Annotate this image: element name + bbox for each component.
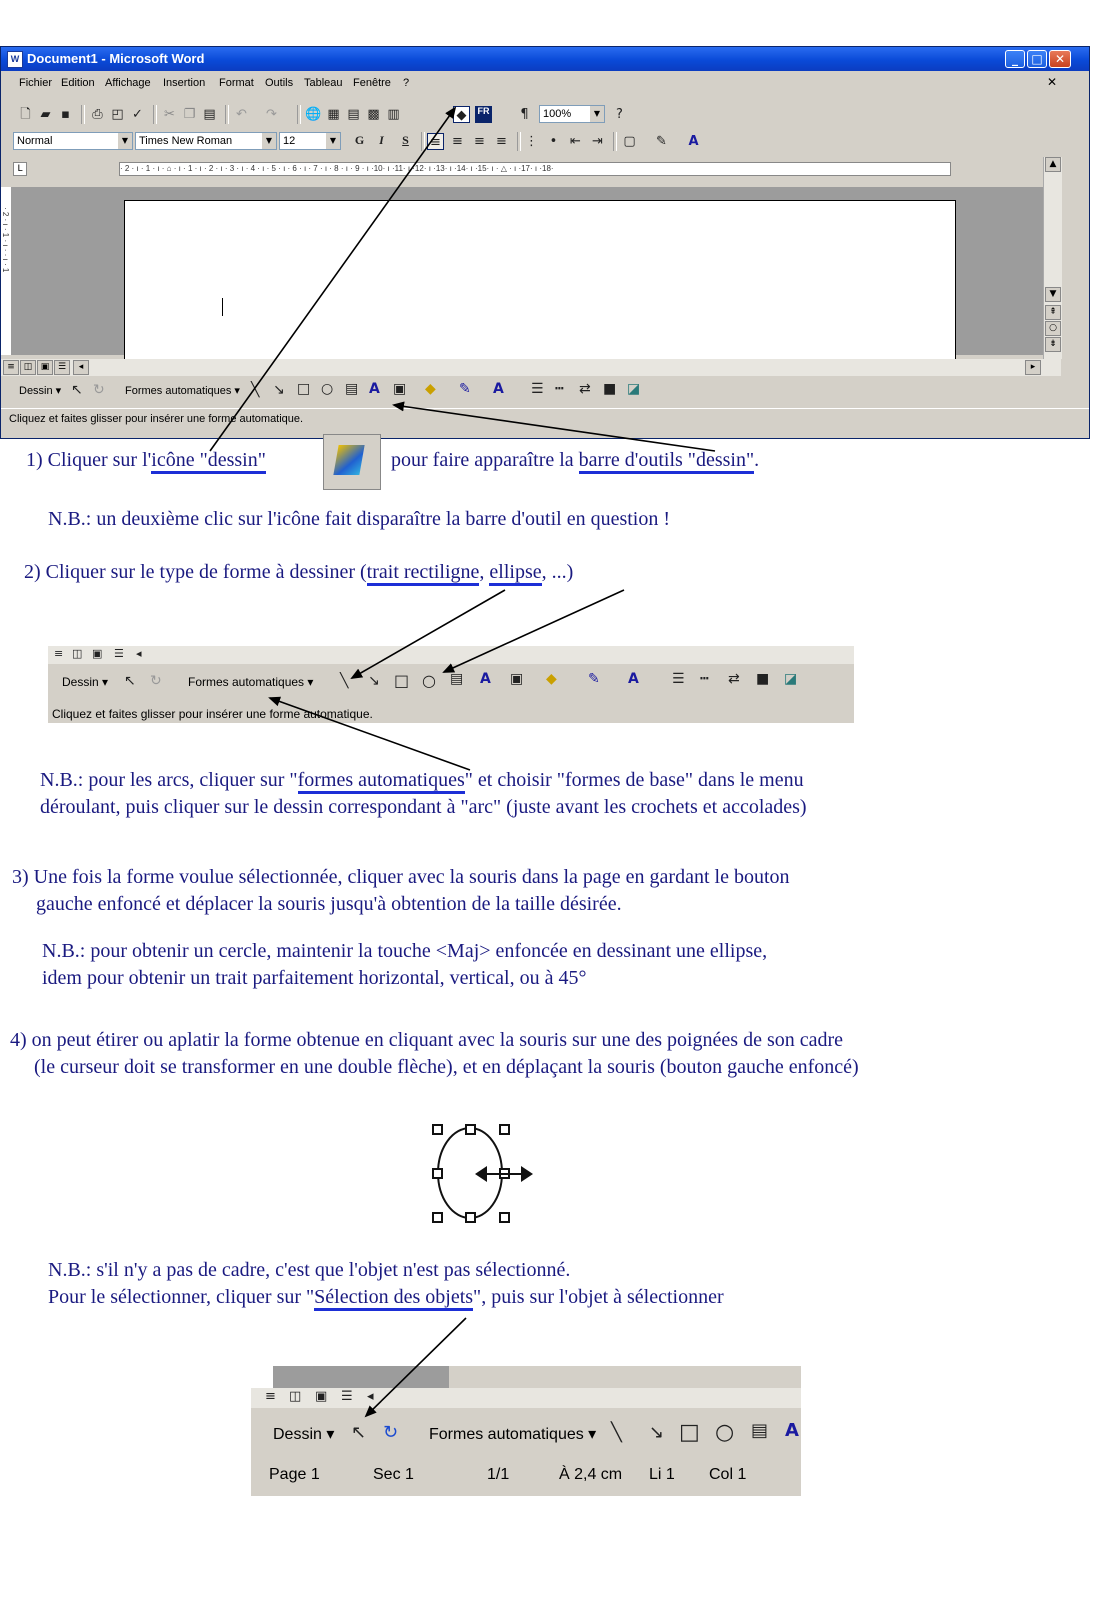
window-title: Document1 - Microsoft Word	[27, 51, 205, 66]
clipart-icon[interactable]: ▣	[510, 671, 524, 687]
numbering-icon[interactable]: ⋮	[525, 134, 538, 149]
nb3-text-b: idem pour obtenir un trait parfaitement horizontal, vertical, ou à 45°	[42, 967, 587, 989]
step3-text-b: gauche enfoncé et déplacer la souris jusqu'à obtention de la taille désirée.	[36, 893, 622, 915]
step2-text-a: 2) Cliquer sur le type de forme à dessiner (	[24, 561, 367, 583]
drawing-tools-row	[251, 1418, 801, 1450]
nb4-line-b	[48, 1286, 724, 1309]
standard-toolbar	[1, 102, 1061, 127]
nb4-text-a: N.B.: s'il n'y a pas de cadre, c'est que l'objet n'est pas sélectionné.	[48, 1259, 571, 1281]
spelling-icon[interactable]: ✓	[132, 107, 143, 122]
text-cursor	[222, 298, 223, 316]
font-value: Times New Roman	[139, 135, 233, 147]
autoshapes-menu[interactable]: Formes automatiques ▾	[188, 675, 314, 689]
decrease-indent-icon[interactable]: ⇤	[570, 134, 581, 149]
step4-text-b: (le curseur doit se transformer en une double flèche), et en déplaçant la souris (bouton gauche enfoncé)	[34, 1056, 859, 1078]
shadow-icon[interactable]: ■	[756, 671, 770, 687]
textbox-tool-icon[interactable]: ▤	[345, 381, 359, 397]
arrow-tool-icon[interactable]: ↘	[649, 1422, 665, 1443]
status-page: Page 1	[269, 1466, 320, 1483]
menu-tableau[interactable]: Tableau	[304, 77, 343, 89]
paste-icon[interactable]: ▤	[203, 107, 216, 122]
menu-help[interactable]: ?	[403, 77, 410, 89]
menu-insertion[interactable]: Insertion	[163, 77, 206, 89]
dessin-menu[interactable]: Dessin ▾	[273, 1426, 335, 1443]
minimize-button[interactable]: _	[1005, 50, 1025, 68]
undo-icon[interactable]: ↶	[236, 107, 247, 122]
copy-icon[interactable]: ❐	[183, 107, 196, 122]
menu-bar	[1, 73, 1089, 93]
line-tool-icon[interactable]: ╲	[340, 673, 349, 689]
nb1-text: N.B.: un deuxième clic sur l'icône fait disparaître la barre d'outil en question !	[48, 508, 671, 530]
insert-table-icon[interactable]: ▤	[347, 107, 360, 122]
print-preview-icon[interactable]: ◰	[111, 107, 124, 122]
vruler-ticks: · 2 · ı · 1 · ı · · ı · 1	[1, 207, 10, 273]
step1-line	[26, 449, 266, 472]
drawing-toolbar-clip	[48, 646, 854, 723]
text-color-icon[interactable]: A	[628, 671, 639, 687]
scroll-down-icon[interactable]: ▼	[1045, 287, 1061, 302]
ruler-ticks: · 2 · ı · 1 · ı · ⌂ · ı · 1 · ı · 2 · ı · 3 · ı · 4 · ı · 5 · ı · 6 · ı · 7 · ı · 8 · ı · 9 · ı ·10· ı ·11· ı ·12· ı ·13· ı ·14· ı ·15· ı · △ · ı ·17· ı ·18·	[120, 164, 554, 173]
drawing-toolbar	[1, 378, 1061, 404]
view-buttons-row	[48, 646, 854, 664]
web-view-icon[interactable]: ◫	[289, 1389, 302, 1404]
dash-style-icon[interactable]: ┅	[700, 671, 709, 687]
font-color-icon[interactable]: A	[688, 134, 699, 149]
style-value: Normal	[17, 135, 53, 147]
outline-view-icon[interactable]: ☰	[341, 1389, 353, 1404]
nb3-text-a: N.B.: pour obtenir un cercle, maintenir la touche <Maj> enfoncée en dessinant une ellipse,	[42, 940, 768, 962]
step1-line-b	[391, 449, 759, 472]
status-bar	[1, 408, 1089, 429]
document-area	[11, 187, 1043, 355]
rectangle-tool-icon[interactable]: □	[297, 381, 311, 397]
shadow-icon[interactable]: ■	[603, 381, 617, 397]
line-tool-icon[interactable]: ╲	[611, 1422, 622, 1443]
free-rotate-icon[interactable]: ↻	[93, 382, 105, 398]
scroll-up-icon[interactable]: ▲	[1045, 157, 1061, 172]
autoshapes-menu[interactable]: Formes automatiques ▾	[125, 385, 240, 397]
free-rotate-icon[interactable]: ↻	[150, 673, 162, 689]
language-badge[interactable]: FR	[475, 106, 492, 123]
step2-line	[24, 561, 573, 584]
word-doc-icon: W	[7, 51, 23, 68]
web-view-icon[interactable]: ◫	[72, 647, 83, 660]
scroll-left-icon[interactable]: ◂	[73, 360, 89, 375]
text-color-icon[interactable]: A	[493, 381, 504, 397]
textbox-tool-icon[interactable]: ▤	[450, 671, 464, 687]
nb2-text-a: N.B.: pour les arcs, cliquer sur "	[40, 769, 298, 791]
step2-text-c: , ...)	[541, 561, 574, 583]
new-document-icon[interactable]: 🗋	[20, 107, 31, 122]
status-section: Sec 1	[373, 1466, 414, 1483]
line-color-icon[interactable]: ✎	[588, 671, 600, 687]
wordart-icon[interactable]: A	[369, 381, 380, 397]
next-page-icon[interactable]: ⇟	[1045, 337, 1061, 352]
menu-outils[interactable]: Outils	[265, 77, 294, 89]
hyperlink-icon[interactable]: 🌐	[305, 107, 322, 122]
nb4-sel-label: Sélection des objets	[314, 1286, 473, 1311]
status-message: Cliquez et faites glisser pour insérer une forme automatique.	[52, 707, 373, 721]
select-objects-icon[interactable]: ↖	[71, 382, 83, 398]
maximize-button[interactable]: □	[1027, 50, 1047, 68]
web-view-icon[interactable]: ◫	[20, 360, 36, 375]
menu-affichage[interactable]: Affichage	[105, 77, 151, 89]
align-left-icon[interactable]: ≡	[427, 133, 444, 150]
nb4-text-b: Pour le sélectionner, cliquer sur "	[48, 1286, 315, 1308]
outline-view-icon[interactable]: ☰	[114, 647, 124, 660]
chevron-down-icon: ▼	[326, 133, 340, 149]
status-line: Li 1	[649, 1466, 675, 1483]
arrow-style-icon[interactable]: ⇄	[579, 381, 591, 397]
nb2-formes-label: formes automatiques	[298, 769, 465, 794]
line-style-icon[interactable]: ☰	[531, 381, 544, 397]
doc-close-button[interactable]: ✕	[1047, 75, 1058, 89]
drawing-shapes-icon	[333, 445, 364, 475]
step3-text-a: 3) Une fois la forme voulue sélectionnée, cliquer avec la souris dans la page en gardant le bouton	[12, 866, 790, 888]
print-view-icon[interactable]: ▣	[315, 1389, 328, 1404]
textbox-tool-icon[interactable]: ▤	[751, 1420, 769, 1441]
tab-selector[interactable]: L	[13, 162, 27, 176]
formatting-toolbar	[1, 129, 1061, 154]
menu-edition[interactable]: Edition	[61, 77, 95, 89]
scroll-left-icon[interactable]: ◂	[367, 1389, 374, 1404]
step2-text-b: ,	[479, 561, 490, 583]
select-objects-icon[interactable]: ↖	[124, 673, 136, 689]
step2-line-label: trait rectiligne	[367, 561, 480, 586]
free-rotate-icon[interactable]: ↻	[383, 1422, 399, 1443]
document-page[interactable]	[124, 200, 956, 361]
chevron-down-icon: ▼	[118, 133, 132, 149]
underline-button[interactable]: S	[402, 133, 409, 147]
scroll-left-icon[interactable]: ◂	[136, 647, 142, 660]
style-select[interactable]	[13, 132, 133, 150]
zoom-select[interactable]	[539, 105, 605, 123]
nb2-text-c: déroulant, puis cliquer sur le dessin correspondant à "arc" (juste avant les crochets et accolades)	[40, 796, 807, 818]
step2-ellipse-label: ellipse	[489, 561, 541, 586]
autoshapes-menu[interactable]: Formes automatiques ▾	[429, 1426, 597, 1443]
wordart-icon[interactable]: A	[785, 1420, 799, 1441]
dessin-menu[interactable]: Dessin ▾	[19, 385, 62, 397]
zoom-value: 100%	[543, 108, 572, 120]
step1-icon-label: icône "dessin"	[151, 449, 266, 474]
open-folder-icon[interactable]: ▰	[40, 107, 51, 122]
title-bar[interactable]	[1, 47, 1089, 71]
horizontal-scrollbar[interactable]	[1, 359, 1061, 376]
size-value: 12	[283, 135, 296, 147]
status-position: À 2,4 cm	[559, 1466, 623, 1483]
print-view-icon[interactable]: ▣	[92, 647, 103, 660]
step1-bar-label: barre d'outils "dessin"	[579, 449, 754, 474]
word-window	[0, 46, 1090, 439]
columns-icon[interactable]: ▥	[387, 107, 400, 122]
selection-toolbar-clip	[251, 1366, 801, 1496]
chevron-down-icon: ▼	[590, 106, 604, 122]
print-view-icon[interactable]: ▣	[37, 360, 53, 375]
nb4-text-c: ", puis sur l'objet à sélectionner	[473, 1286, 724, 1308]
font-select[interactable]	[135, 132, 277, 150]
arrow-tool-icon[interactable]: ↘	[368, 673, 380, 689]
rectangle-tool-icon[interactable]: □	[679, 1420, 700, 1445]
dessin-menu[interactable]: Dessin ▾	[62, 675, 109, 689]
fill-color-icon[interactable]: ◆	[546, 671, 557, 687]
nb2-text-b: " et choisir "formes de base" dans le menu	[464, 769, 804, 791]
justify-icon[interactable]: ≡	[496, 134, 507, 149]
insert-excel-icon[interactable]: ▩	[367, 107, 380, 122]
status-message: Cliquez et faites glisser pour insérer une forme automatique.	[9, 413, 304, 425]
wordart-icon[interactable]: A	[480, 671, 491, 687]
close-button[interactable]: ✕	[1049, 50, 1071, 68]
select-objects-icon[interactable]: ↖	[351, 1422, 367, 1443]
bold-button[interactable]: G	[354, 133, 365, 147]
save-icon[interactable]: ▪	[61, 107, 70, 122]
prev-page-icon[interactable]: ⇞	[1045, 305, 1061, 320]
step1-text-a: 1) Cliquer sur l'	[26, 449, 152, 471]
3d-icon[interactable]: ◪	[627, 381, 641, 397]
highlight-icon[interactable]: ✎	[656, 134, 667, 149]
tables-borders-icon[interactable]: ▦	[327, 107, 340, 122]
ellipse-tool-icon[interactable]: ○	[715, 1420, 735, 1445]
grey-doc-edge	[273, 1366, 449, 1388]
increase-indent-icon[interactable]: ⇥	[592, 134, 603, 149]
view-buttons-row	[251, 1388, 801, 1408]
status-column: Col 1	[709, 1466, 747, 1483]
drawing-icon-large	[323, 434, 381, 490]
rectangle-tool-icon[interactable]: □	[394, 671, 410, 690]
normal-view-icon[interactable]: ≡	[3, 360, 19, 375]
ellipse-tool-icon[interactable]: ○	[422, 671, 436, 690]
nb2-line-a	[40, 769, 804, 792]
redo-icon[interactable]: ↷	[266, 107, 277, 122]
clipart-icon[interactable]: ▣	[393, 381, 407, 397]
outline-view-icon[interactable]: ☰	[54, 360, 70, 375]
show-hide-icon[interactable]: ¶	[520, 107, 529, 122]
status-ratio: 1/1	[487, 1466, 510, 1483]
step1-text-c: .	[754, 449, 760, 471]
dash-style-icon[interactable]: ┅	[555, 381, 564, 397]
print-icon[interactable]: ⎙	[92, 107, 103, 122]
horizontal-ruler[interactable]	[119, 162, 951, 176]
menu-fichier[interactable]: Fichier	[19, 77, 53, 89]
normal-view-icon[interactable]: ≡	[54, 647, 64, 660]
cut-icon[interactable]: ✂	[164, 107, 175, 122]
align-center-icon[interactable]: ≡	[452, 134, 463, 149]
help-icon[interactable]: ?	[616, 107, 623, 122]
3d-icon[interactable]: ◪	[784, 671, 798, 687]
scroll-right-icon[interactable]: ▸	[1025, 360, 1041, 375]
size-select[interactable]	[279, 132, 341, 150]
normal-view-icon[interactable]: ≡	[265, 1389, 276, 1404]
chevron-down-icon: ▼	[262, 133, 276, 149]
bullets-icon[interactable]: •	[549, 134, 558, 149]
line-tool-icon[interactable]: ╲	[251, 382, 260, 398]
italic-button[interactable]: I	[379, 133, 384, 147]
ellipse-tool-icon[interactable]: ○	[321, 381, 334, 397]
selected-ellipse-illustration	[425, 1118, 535, 1228]
step1-text-b: pour faire apparaître la	[391, 449, 574, 471]
clip-status-row	[48, 706, 854, 723]
drawing-tools-row	[48, 668, 854, 696]
border-icon[interactable]: ▢	[623, 134, 636, 149]
menu-fenetre[interactable]: Fenêtre	[353, 77, 391, 89]
browse-object-icon[interactable]: ○	[1045, 321, 1061, 336]
arrow-tool-icon[interactable]: ↘	[273, 382, 285, 398]
vertical-scrollbar[interactable]	[1043, 157, 1062, 359]
ruler-corner	[251, 1366, 273, 1388]
line-style-icon[interactable]: ☰	[672, 671, 685, 687]
bottom-status-bar	[251, 1464, 801, 1488]
menu-format[interactable]: Format	[219, 77, 254, 89]
drawing-icon[interactable]: ◆	[453, 106, 470, 123]
fill-color-icon[interactable]: ◆	[425, 381, 436, 397]
line-color-icon[interactable]: ✎	[459, 381, 471, 397]
align-right-icon[interactable]: ≡	[474, 134, 485, 149]
arrow-style-icon[interactable]: ⇄	[728, 671, 740, 687]
step4-text-a: 4) on peut étirer ou aplatir la forme obtenue en cliquant avec la souris sur une des poignées de son cadre	[10, 1029, 844, 1051]
